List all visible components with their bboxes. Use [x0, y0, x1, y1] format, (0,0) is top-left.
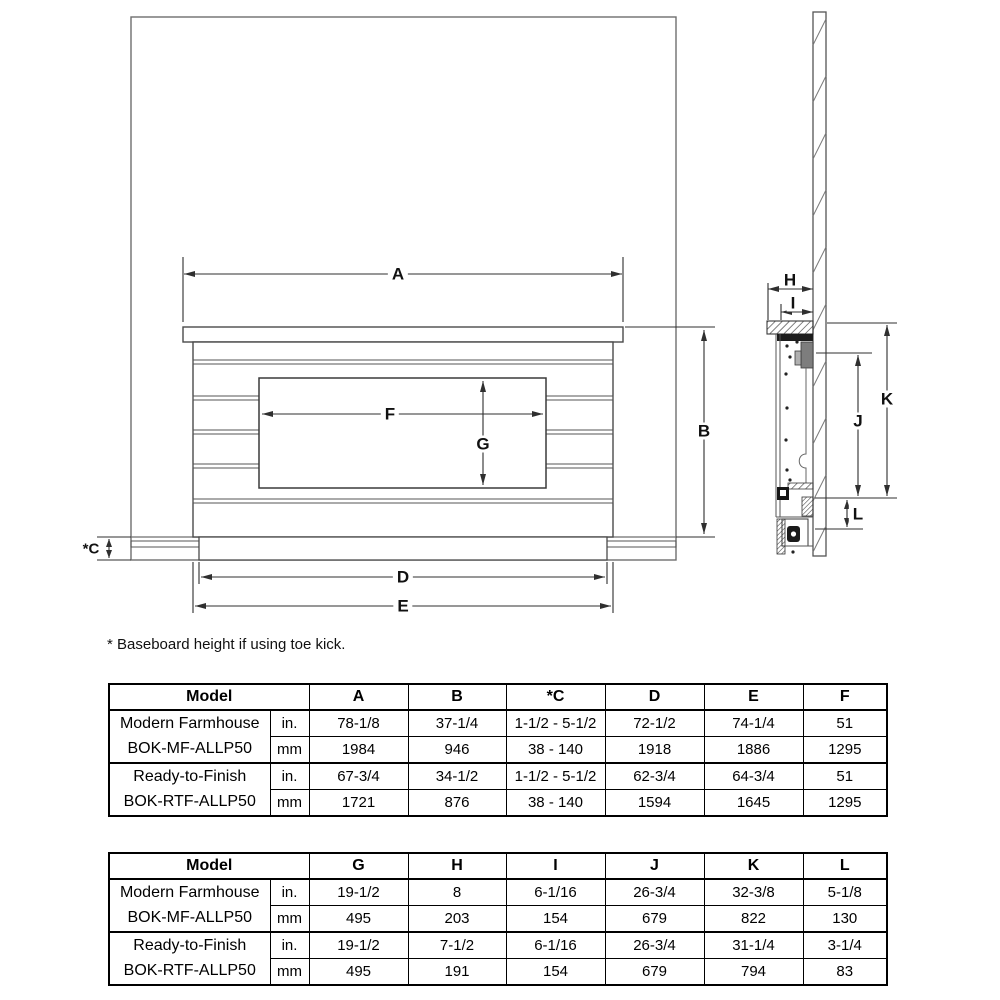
unit-label: mm — [270, 959, 309, 986]
unit-label: in. — [270, 763, 309, 790]
value-cell: 83 — [803, 959, 887, 986]
value-cell: 6-1/16 — [506, 932, 605, 959]
value-cell: 78-1/8 — [309, 710, 408, 737]
unit-label: mm — [270, 790, 309, 817]
value-cell: 74-1/4 — [704, 710, 803, 737]
side-bracket-step — [795, 351, 801, 365]
dimension-table-g-l — [108, 852, 888, 986]
model-name-cell — [109, 763, 270, 816]
model-name-line2: BOK-RTF-ALLP50 — [123, 961, 256, 979]
unit-label: in. — [270, 710, 309, 737]
value-cell: 32-3/8 — [704, 879, 803, 906]
value-cell: 5-1/8 — [803, 879, 887, 906]
unit-label: mm — [270, 906, 309, 933]
side-wall — [813, 12, 826, 556]
model-name-cell — [109, 879, 270, 932]
value-cell: 1645 — [704, 790, 803, 817]
table2-header-h: H — [408, 853, 506, 879]
dimension-table-a-f — [108, 683, 888, 817]
dim-label-k: K — [877, 391, 897, 408]
value-cell: 64-3/4 — [704, 763, 803, 790]
value-cell: 876 — [408, 790, 506, 817]
table1-header-c: *C — [506, 684, 605, 710]
value-cell: 1594 — [605, 790, 704, 817]
value-cell: 1295 — [803, 790, 887, 817]
value-cell: 1886 — [704, 737, 803, 764]
value-cell: 37-1/4 — [408, 710, 506, 737]
baseboard-note: * Baseboard height if using toe kick. — [107, 636, 346, 653]
side-inner-line — [799, 368, 806, 483]
model-name-line1: Modern Farmhouse — [119, 883, 260, 901]
table2-mf-in-row — [109, 879, 887, 906]
table2-rtf-in-row — [109, 932, 887, 959]
value-cell: 679 — [605, 959, 704, 986]
model-name-line2: BOK-MF-ALLP50 — [127, 908, 252, 926]
table1-header-b: B — [408, 684, 506, 710]
value-cell: 26-3/4 — [605, 879, 704, 906]
value-cell: 1-1/2 - 5-1/2 — [506, 710, 605, 737]
side-baseboard-section — [777, 519, 785, 554]
table2-header-i: I — [506, 853, 605, 879]
model-name-line2: BOK-MF-ALLP50 — [127, 739, 252, 757]
side-bottom-panel — [788, 483, 813, 489]
unit-label: mm — [270, 737, 309, 764]
side-shelf-section — [767, 321, 813, 334]
dim-label-h: H — [780, 272, 800, 289]
value-cell: 1-1/2 - 5-1/2 — [506, 763, 605, 790]
value-cell: 62-3/4 — [605, 763, 704, 790]
model-name-line2: BOK-RTF-ALLP50 — [123, 792, 256, 810]
baseboard-left — [131, 541, 199, 547]
value-cell: 8 — [408, 879, 506, 906]
model-name-cell — [109, 932, 270, 985]
value-cell: 1984 — [309, 737, 408, 764]
unit-label: in. — [270, 879, 309, 906]
model-name-line1: Ready-to-Finish — [133, 936, 247, 954]
value-cell: 946 — [408, 737, 506, 764]
value-cell: 191 — [408, 959, 506, 986]
front-view-linework — [131, 17, 676, 560]
value-cell: 51 — [803, 763, 887, 790]
value-cell: 38 - 140 — [506, 737, 605, 764]
value-cell: 72-1/2 — [605, 710, 704, 737]
value-cell: 6-1/16 — [506, 879, 605, 906]
value-cell: 34-1/2 — [408, 763, 506, 790]
value-cell: 822 — [704, 906, 803, 933]
table2-header-l: L — [803, 853, 887, 879]
table2-header-row — [109, 853, 887, 879]
value-cell: 31-1/4 — [704, 932, 803, 959]
side-lower-bracket-hatch — [802, 497, 813, 516]
table2-header-k: K — [704, 853, 803, 879]
side-clip-hole — [780, 490, 786, 496]
value-cell: 67-3/4 — [309, 763, 408, 790]
dim-label-a: A — [388, 266, 408, 283]
baseboard-right — [607, 541, 676, 547]
dim-label-e: E — [393, 598, 412, 615]
dim-label-d: D — [393, 569, 413, 586]
side-toe-screw-hole — [791, 531, 796, 536]
value-cell: 679 — [605, 906, 704, 933]
unit-label: in. — [270, 932, 309, 959]
table1-rtf-in-row — [109, 763, 887, 790]
value-cell: 1721 — [309, 790, 408, 817]
value-cell: 154 — [506, 906, 605, 933]
dim-label-l: L — [849, 506, 867, 523]
table1-header-d: D — [605, 684, 704, 710]
table1-header-a: A — [309, 684, 408, 710]
value-cell: 26-3/4 — [605, 932, 704, 959]
value-cell: 154 — [506, 959, 605, 986]
table1-header-row — [109, 684, 887, 710]
mantel-shelf — [183, 327, 623, 342]
value-cell: 38 - 140 — [506, 790, 605, 817]
value-cell: 19-1/2 — [309, 879, 408, 906]
model-name-cell — [109, 710, 270, 763]
value-cell: 1295 — [803, 737, 887, 764]
table1-header-f: F — [803, 684, 887, 710]
value-cell: 51 — [803, 710, 887, 737]
table1-header-model: Model — [109, 684, 309, 710]
table2-header-model: Model — [109, 853, 309, 879]
table2-header-j: J — [605, 853, 704, 879]
value-cell: 1918 — [605, 737, 704, 764]
value-cell: 203 — [408, 906, 506, 933]
dim-label-j: J — [849, 413, 866, 430]
dim-label-b: B — [694, 423, 714, 440]
value-cell: 794 — [704, 959, 803, 986]
dim-label-i: I — [787, 295, 800, 312]
toe-kick — [199, 537, 607, 560]
value-cell: 495 — [309, 906, 408, 933]
side-top-cleat — [777, 334, 813, 341]
table1-header-e: E — [704, 684, 803, 710]
dim-label-g: G — [472, 436, 493, 453]
value-cell: 495 — [309, 959, 408, 986]
model-name-line1: Ready-to-Finish — [133, 767, 247, 785]
table1-mf-in-row — [109, 710, 887, 737]
value-cell: 3-1/4 — [803, 932, 887, 959]
table2-header-g: G — [309, 853, 408, 879]
value-cell: 19-1/2 — [309, 932, 408, 959]
dim-label-f: F — [381, 406, 399, 423]
side-bracket-gray — [801, 342, 813, 368]
value-cell: 7-1/2 — [408, 932, 506, 959]
firebox-opening — [259, 378, 546, 488]
model-name-line1: Modern Farmhouse — [119, 714, 260, 732]
value-cell: 130 — [803, 906, 887, 933]
dim-label-c: *C — [82, 540, 100, 558]
